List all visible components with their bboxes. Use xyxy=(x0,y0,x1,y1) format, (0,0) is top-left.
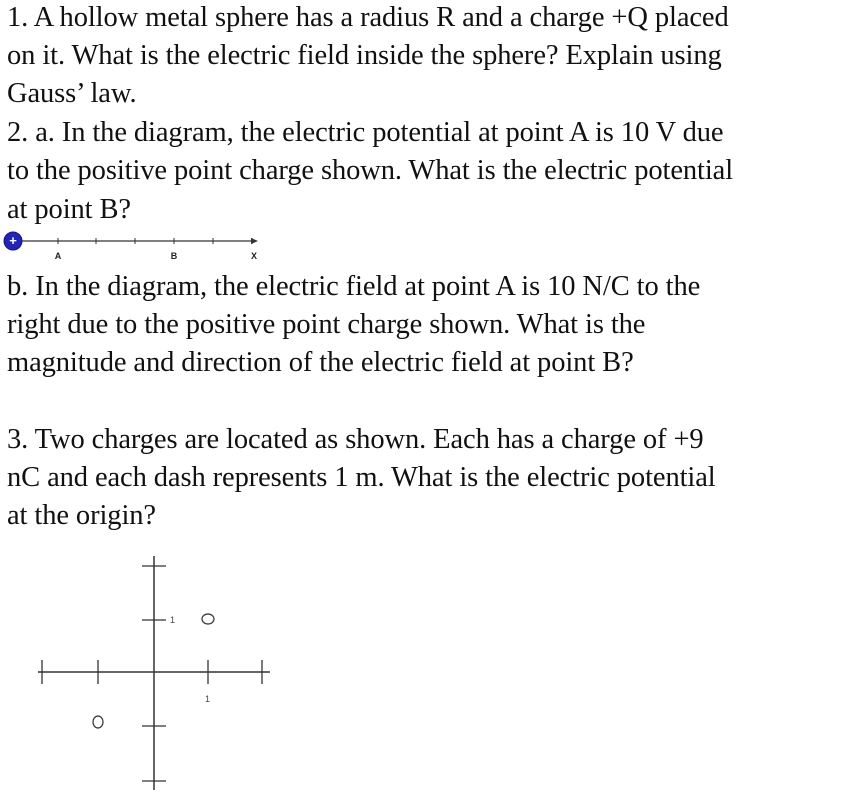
question-2a-line-1: 2. a. In the diagram, the electric potential at point A is 10 V due xyxy=(7,117,724,148)
question-3-line-2: nC and each dash represents 1 m. What is the electric potential xyxy=(7,462,716,493)
question-1-line-2: on it. What is the electric field inside the sphere? Explain using xyxy=(7,40,722,71)
number-line-diagram xyxy=(0,228,280,262)
question-2b-line-3: magnitude and direction of the electric field at point B? xyxy=(7,347,634,378)
question-2a-line-3: at point B? xyxy=(7,194,131,225)
question-1-line-1: 1. A hollow metal sphere has a radius R and a charge +Q placed xyxy=(7,2,729,33)
question-2b-line-1: b. In the diagram, the electric field at point A is 10 N/C to the xyxy=(7,271,701,302)
coordinate-grid-diagram xyxy=(30,550,280,795)
question-3-line-1: 3. Two charges are located as shown. Each has a charge of +9 xyxy=(7,424,704,455)
question-3-line-3: at the origin? xyxy=(7,500,156,531)
charge-2 xyxy=(93,716,103,728)
question-1-line-3: Gauss’ law. xyxy=(7,78,137,109)
question-2b-line-2: right due to the positive point charge shown. What is the xyxy=(7,309,646,340)
positive-charge-symbol: + xyxy=(9,233,17,248)
point-b-label: B xyxy=(170,251,178,261)
x-tick-label-1: 1 xyxy=(205,694,211,704)
y-tick-label-1: 1 xyxy=(170,615,176,625)
charge-1 xyxy=(202,614,214,624)
x-axis-label: X xyxy=(250,251,258,261)
question-2a-line-2: to the positive point charge shown. What is the electric potential xyxy=(7,155,734,186)
point-a-label: A xyxy=(54,251,62,261)
